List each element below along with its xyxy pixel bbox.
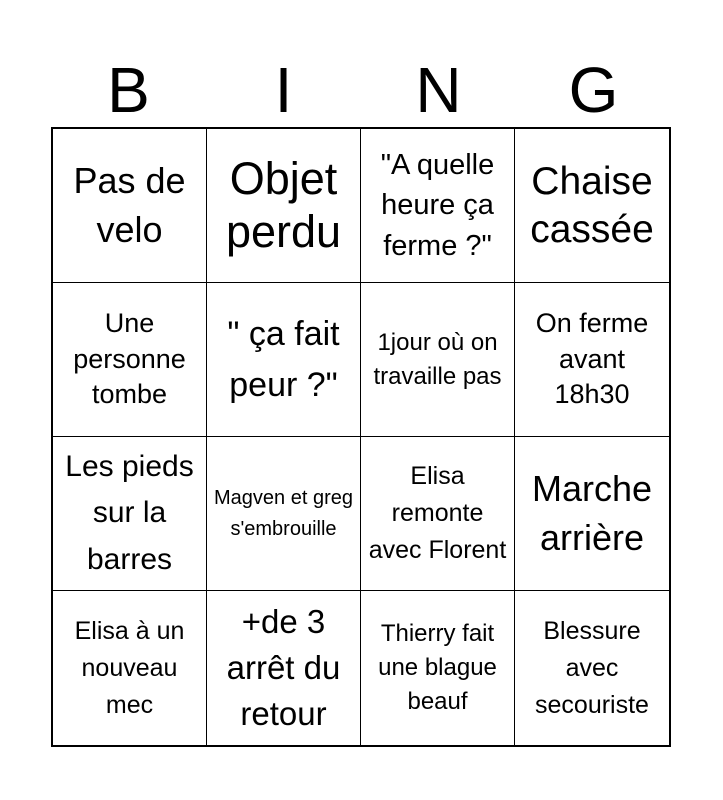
bingo-header: [51, 52, 671, 128]
bingo-cell[interactable]: Thierry fait une blague beauf: [361, 591, 515, 745]
bingo-cell[interactable]: Magven et greg s'embrouille: [207, 437, 361, 591]
header-letter-b: B: [107, 54, 150, 126]
bingo-cell[interactable]: Une personne tombe: [53, 283, 207, 437]
bingo-cell[interactable]: " ça fait peur ?": [207, 283, 361, 437]
bingo-cell[interactable]: 1jour où on travaille pas: [361, 283, 515, 437]
bingo-cell[interactable]: Elisa remonte avec Florent: [361, 437, 515, 591]
header-letter-g: G: [568, 54, 619, 126]
bingo-cell[interactable]: Objet perdu: [207, 129, 361, 283]
bingo-cell[interactable]: Chaise cassée: [515, 129, 669, 283]
bingo-cell[interactable]: +de 3 arrêt du retour: [207, 591, 361, 745]
bingo-cell[interactable]: Elisa à un nouveau mec: [53, 591, 207, 745]
bingo-cell[interactable]: Pas de velo: [53, 129, 207, 283]
bingo-cell[interactable]: On ferme avant 18h30: [515, 283, 669, 437]
bingo-cell[interactable]: Les pieds sur la barres: [53, 437, 207, 591]
bingo-cell[interactable]: "A quelle heure ça ferme ?": [361, 129, 515, 283]
header-letter-n: N: [415, 54, 462, 126]
header-letter-i: I: [274, 54, 293, 126]
bingo-cell[interactable]: Marche arrière: [515, 437, 669, 591]
bingo-cell[interactable]: Blessure avec secouriste: [535, 616, 649, 719]
bingo-board: [51, 127, 671, 747]
